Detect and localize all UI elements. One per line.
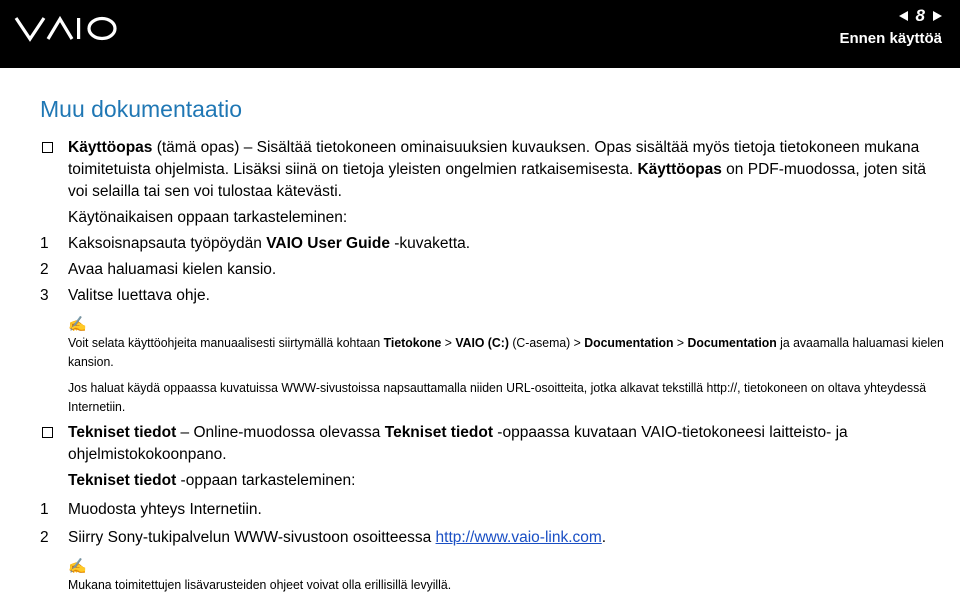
bullet-tekniset-tiedot [40, 422, 930, 466]
bullet1-text2: on PDF-muodossa, joten sitä voi selailla tai sen voi tulostaa kätevästi. [68, 161, 927, 200]
step-text: Avaa haluamasi kielen kansio. [68, 261, 277, 278]
vaio-link[interactable]: http://www.vaio-link.com [435, 529, 602, 546]
bullet1-text1: (tämä opas) – Sisältää tietokoneen ominaisuuksien kuvauksen. Opas sisältää myös tietoja tietokoneen mukana toimitetuista ohjelmista. Lisäksi siinä on tietoja yleisten ongelmien ratkaisemisesta. [68, 139, 920, 178]
step-strong: VAIO User Guide [266, 235, 390, 252]
note-block-2 [40, 559, 930, 594]
bullet2-text1: – Online-muodossa olevassa [176, 424, 385, 441]
step-text: Valitse luettava ohje. [68, 287, 210, 304]
note-text-2: Jos haluat käydä oppaassa kuvatuissa WWW-sivustoissa napsauttamalla niiden URL-osoitteita, jotka alkavat tekstillä http://, tietokoneen on oltava yhteydessä Internetiin. [68, 380, 927, 414]
note-text-1: Voit selata käyttöohjeita manuaalisesti siirtymällä kohtaan Tietokone > VAIO (C:) (C-asema) > Documentation > Documentation ja avaamalla haluamasi kielen kansion. [68, 335, 944, 369]
step-text: Kaksoisnapsauta työpöydän [68, 235, 267, 252]
section-title: Ennen käyttöä [839, 30, 942, 47]
step-number: 1 [40, 501, 49, 518]
bullet2-strong2: Tekniset tiedot [384, 424, 493, 441]
arrow-right-icon[interactable] [933, 11, 942, 21]
step-number: 2 [40, 261, 49, 278]
pencil-note-icon: ✍ [68, 316, 87, 333]
subhead-tekniset: Tekniset tiedot -oppaan tarkasteleminen: [68, 472, 356, 489]
bullet2-strong1: Tekniset tiedot [68, 424, 177, 441]
note-text-3: Mukana toimitettujen lisävarusteiden ohjeet voivat olla erillisillä levyillä. [68, 577, 452, 592]
step-1 [40, 233, 930, 255]
page-number: 8 [915, 6, 925, 25]
checkbox-bullet-icon [42, 142, 53, 153]
page-navigation [899, 6, 942, 26]
step-3 [40, 285, 930, 307]
step-b1 [40, 499, 930, 521]
subhead-kaytonaikainen: Käytönaikaisen oppaan tarkasteleminen: [68, 209, 348, 226]
bullet1-strong2: Käyttöopas [637, 161, 722, 178]
page-header [0, 0, 960, 68]
vaio-logo [14, 14, 124, 44]
note-block-1 [40, 316, 944, 416]
step-number: 2 [40, 529, 49, 546]
step-2 [40, 259, 930, 281]
pencil-note-icon: ✍ [68, 558, 87, 575]
step-text-post: . [601, 529, 607, 546]
step-number: 1 [40, 235, 49, 252]
step-number: 3 [40, 287, 49, 304]
page-title: Muu dokumentaatio [40, 96, 243, 122]
bullet2-text2: -oppaassa kuvataan VAIO-tietokoneesi laitteisto- ja ohjelmistokokoonpano. [68, 424, 848, 463]
step-b2 [40, 527, 930, 549]
step-text: Muodosta yhteys Internetiin. [68, 501, 262, 518]
step-text-post: -kuvaketta. [389, 235, 471, 252]
bullet-kayttoopas [40, 137, 930, 203]
page-content [40, 96, 944, 594]
step-text: Siirry Sony-tukipalvelun WWW-sivustoon osoitteessa [68, 529, 436, 546]
checkbox-bullet-icon [42, 427, 53, 438]
bullet1-strong1: Käyttöopas [68, 139, 153, 156]
arrow-left-icon[interactable] [899, 11, 908, 21]
